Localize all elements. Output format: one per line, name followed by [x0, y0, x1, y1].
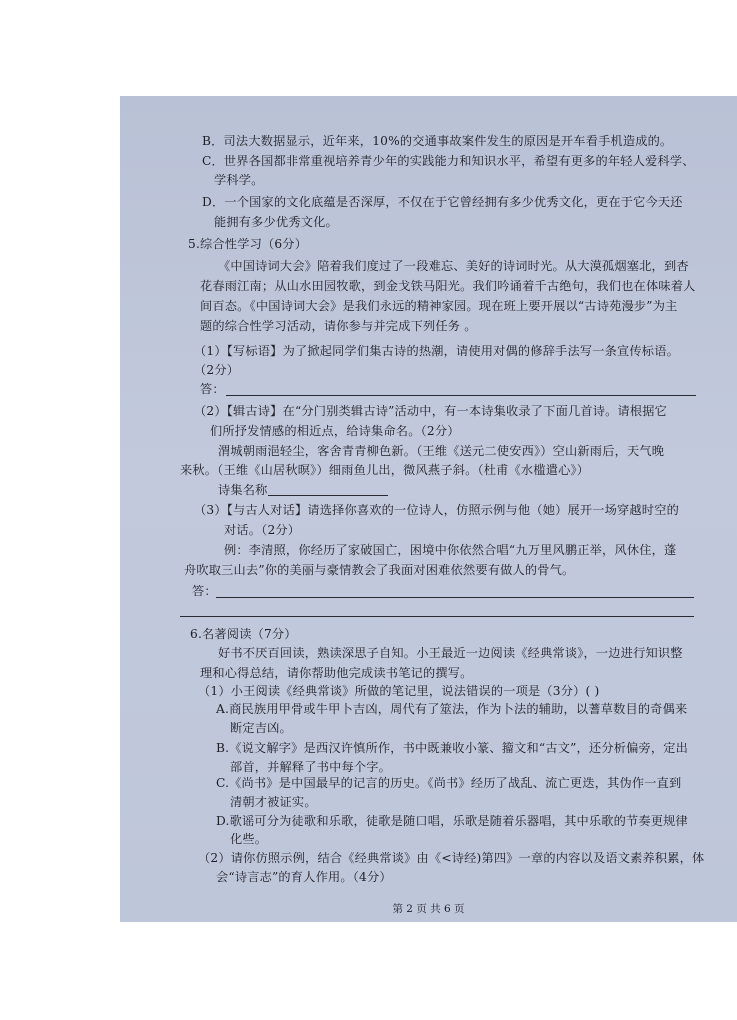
q6-choice-c-line-2: 清朝才被证实。: [230, 795, 317, 809]
q5-sub2-line-2: 们所抒发情感的相近点，给诗集命名。（2分）: [210, 424, 460, 438]
q5-answer-label-1: 答：: [200, 382, 225, 396]
q6-choice-d-line-1: D.歌谣可分为徒歌和乐歌，徒歌是随口唱，乐歌是随着乐器唱，其中乐歌的节奏更规律: [216, 814, 688, 828]
q6-choice-a-line-2: 断定吉凶。: [230, 721, 292, 735]
q6-title: 6.名著阅读（7分）: [190, 627, 297, 641]
q5-title: 5.综合性学习（6分）: [188, 237, 308, 251]
q6-choice-b-line-1: B.《说文解字》是西汉许慎所作，书中既兼收小篆、籀文和“古文”，还分析偏旁，定出: [216, 741, 689, 755]
q5-poems-line-2: 来秋。（王维《山居秋暝》）细雨鱼儿出，微风燕子斜。（杜甫《水槛遣心》）: [180, 463, 590, 477]
option-d-line-2: 能拥有多少优秀文化。: [214, 215, 338, 229]
q6-choice-a-line-1: A.商民族用甲骨或牛甲卜吉凶，周代有了筮法，作为卜法的辅助，以蓍草数目的奇偶来: [216, 702, 688, 716]
q5-sub3-line-1: （3）【与古人对话】请选择你喜欢的一位诗人，仿照示例与他（她）展开一场穿越时空的: [194, 503, 679, 517]
q6-choice-b-line-2: 部首，并解释了书中每个字。: [230, 760, 392, 774]
q5-intro-line-4: 题的综合性学习活动，请你参与并完成下列任务 。: [200, 319, 477, 333]
q6-intro-line-2: 理和心得总结，请你帮助他完成读书笔记的撰写。: [200, 666, 473, 680]
q5-sub1-line-2: （2分）: [194, 363, 240, 377]
q5-sub3-line-2: 对话。（2分）: [224, 523, 301, 537]
q5-sub1-line-1: （1）【写标语】为了掀起同学们集古诗的热潮，请使用对偶的修辞手法写一条宣传标语。: [194, 344, 679, 358]
q5-poems-line-1: 渭城朝雨浥轻尘，客舍青青柳色新。（王维《送元二使安西》）空山新雨后，天气晚: [218, 444, 665, 458]
option-b: B．司法大数据显示，近年来，10%的交通事故案件发生的原因是开车看手机造成的。: [202, 134, 673, 148]
q5-example-line-2: 舟吹取三山去”你的美丽与豪情教会了我面对困难依然要有做人的骨气。: [184, 563, 575, 577]
option-c-line-2: 学科学。: [214, 173, 264, 187]
q6-intro-line-1: 好书不厌百回读，熟读深思子自知。小王最近一边阅读《经典常谈》，一边进行知识整: [218, 646, 683, 660]
q6-sub2-line-1: （2）请你仿照示例，结合《经典常谈》由《<诗经)第四》一章的内容以及语文素养积累，体: [198, 851, 705, 865]
option-d-line-1: D．一个国家的文化底蕴是否深厚，不仅在于它曾经拥有多少优秀文化，更在于它今天还: [202, 195, 683, 209]
q5-answer-label-2: 答：: [192, 584, 217, 598]
q6-sub2-line-2: 会“诗言志”的育人作用。（4分）: [216, 870, 392, 884]
q5-intro-line-3: 间百态。《中国诗词大会》是我们永远的精神家园。现在班上要开展以“古诗苑漫步”为主: [200, 299, 678, 313]
q6-choice-d-line-2: 化些。: [230, 832, 268, 846]
q5-answer-line-2[interactable]: [216, 597, 694, 598]
q6-sub1: （1）小王阅读《经典常谈》所做的笔记里，说法错误的一项是（3分）( ): [198, 684, 600, 698]
option-c-line-1: C．世界各国都非常重视培养青少年的实践能力和知识水平，希望有更多的年轻人爱科学、: [202, 154, 695, 168]
q5-answer-line-3[interactable]: [180, 616, 694, 617]
exam-page: [120, 96, 737, 922]
q5-collection-label: 诗集名称: [218, 483, 268, 497]
q5-answer-line-1[interactable]: [226, 395, 696, 396]
q5-intro-line-1: 《中国诗词大会》陪着我们度过了一段难忘、美好的诗词时光。从大漠孤烟塞北，到杏: [218, 259, 689, 273]
q5-sub2-line-1: （2）【辑古诗】在“分门别类辑古诗”活动中，有一本诗集收录了下面几首诗。请根据它: [194, 404, 668, 418]
q5-example-line-1: 例：李清照，你经历了家破国亡，困境中你依然合唱“九万里风鹏正举，风休住，蓬: [224, 543, 677, 557]
page-footer: 第 2 页 共 6 页: [392, 903, 465, 915]
q5-intro-line-2: 花春雨江南；从山水田园牧歌，到金戈铁马阳光。我们吟诵着千古绝句，我们也在体味着人: [200, 279, 696, 293]
q5-collection-answer-line[interactable]: [268, 495, 388, 496]
q6-choice-c-line-1: C.《尚书》是中国最早的记言的历史。《尚书》经历了战乱、流亡更迭，其伪作一直到: [216, 776, 682, 790]
